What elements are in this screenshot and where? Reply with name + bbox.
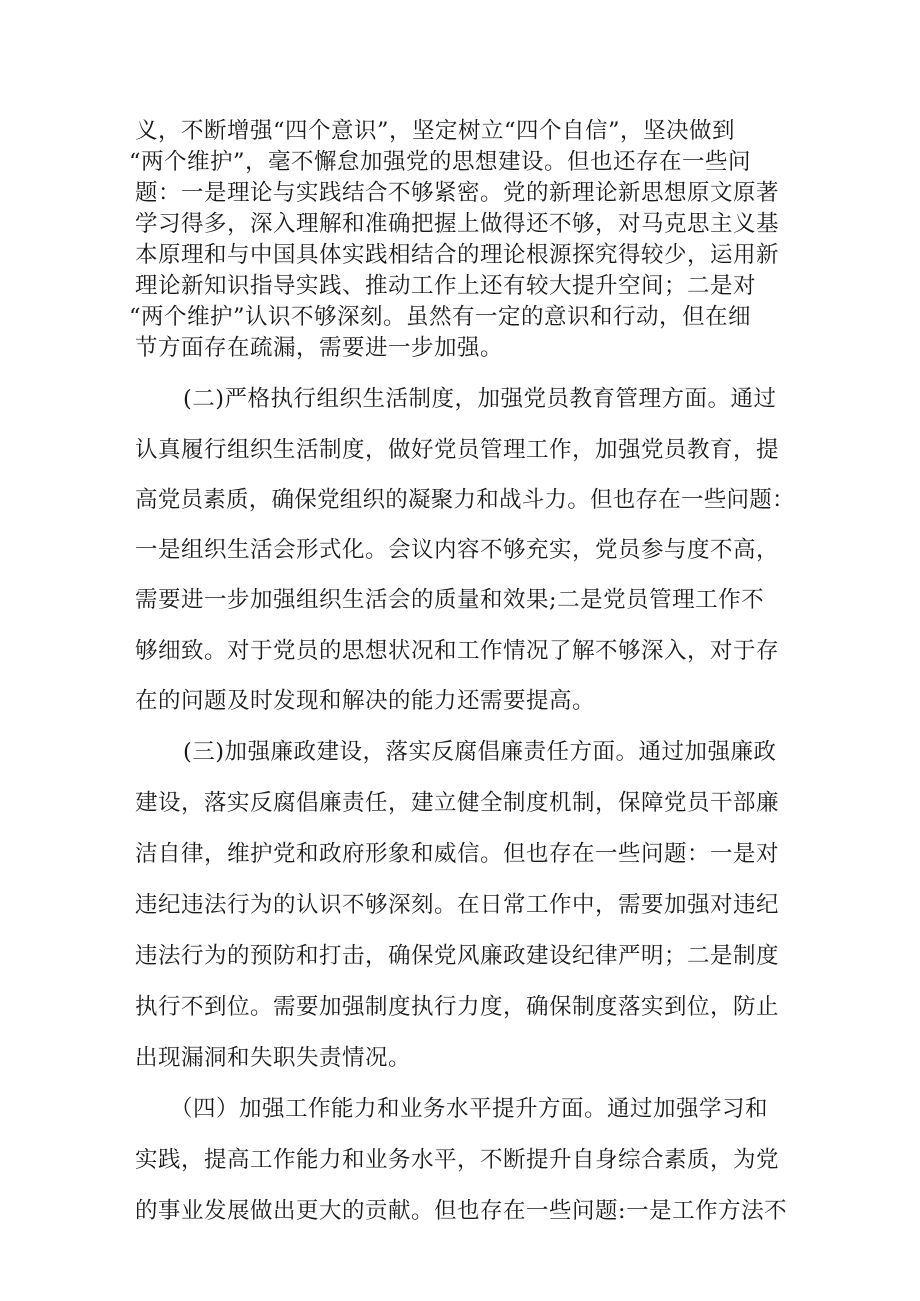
paragraph-1-line-8: 节方面存在疏漏，需要进一步加强。 <box>135 335 504 361</box>
paragraph-3-line-3: 洁自律，维护党和政府形象和威信。但也存在一些问题：一是对 <box>135 841 780 867</box>
paragraph-3-line-4: 违纪违法行为的认识不够深刻。在日常工作中，需要加强对违纪 <box>135 892 780 918</box>
paragraph-2-line-3: 高党员素质，确保党组织的凝聚力和战斗力。但也存在一些问题： <box>135 487 795 513</box>
paragraph-2-line-2: 认真履行组织生活制度，做好党员管理工作，加强党员教育，提 <box>135 437 780 463</box>
paragraph-4-line-2: 实践，提高工作能力和业务水平，不断提升自身综合素质，为党 <box>135 1147 780 1173</box>
paragraph-3-line-5: 违法行为的预防和打击，确保党风廉政建设纪律严明；二是制度 <box>135 943 780 969</box>
paragraph-2-line-6: 够细致。对于党员的思想状况和工作情况了解不够深入，对于存 <box>135 638 780 664</box>
paragraph-2-line-1: (二)严格执行组织生活制度，加强党员教育管理方面。通过 <box>183 386 777 412</box>
paragraph-3-line-7: 出现漏洞和失职失责情况。 <box>135 1045 412 1071</box>
paragraph-1-line-4: 学习得多，深入理解和准确把握上做得还不够，对马克思主义基 <box>135 211 780 237</box>
paragraph-1-line-7: “两个维护”认识不够深刻。虽然有一定的意识和行动，但在细 <box>129 304 752 330</box>
paragraph-1-line-2: “两个维护”，毫不懈怠加强党的思想建设。但也还存在一些问 <box>129 149 752 175</box>
paragraph-3-line-1: (三)加强廉政建设，落实反腐倡廉责任方面。通过加强廉政 <box>183 739 777 765</box>
paragraph-2-line-7: 在的问题及时发现和解决的能力还需要提高。 <box>135 688 596 714</box>
paragraph-1-line-6: 理论新知识指导实践、推动工作上还有较大提升空间；二是对 <box>135 273 757 299</box>
paragraph-4-line-3: 的事业发展做出更大的贡献。但也存在一些问题:一是工作方法不 <box>135 1198 788 1224</box>
paragraph-3-line-2: 建设，落实反腐倡廉责任，建立健全制度机制，保障党员干部廉 <box>135 790 780 816</box>
paragraph-2-line-5: 需要进一步加强组织生活会的质量和效果;二是党员管理工作不 <box>135 587 765 613</box>
paragraph-3-line-6: 执行不到位。需要加强制度执行力度，确保制度落实到位，防止 <box>135 994 780 1020</box>
paragraph-1-line-1: 义，不断增强“四个意识”，坚定树立“四个自信”，坚决做到 <box>135 118 736 144</box>
paragraph-1-line-5: 本原理和与中国具体实践相结合的理论根源探究得较少，运用新 <box>135 242 780 268</box>
paragraph-1-line-3: 题：一是理论与实践结合不够紧密。党的新理论新思想原文原著 <box>135 180 780 206</box>
paragraph-4-line-1: （四）加强工作能力和业务水平提升方面。通过加强学习和 <box>170 1096 769 1122</box>
paragraph-2-line-4: 一是组织生活会形式化。会议内容不够充实，党员参与度不高， <box>135 537 780 563</box>
